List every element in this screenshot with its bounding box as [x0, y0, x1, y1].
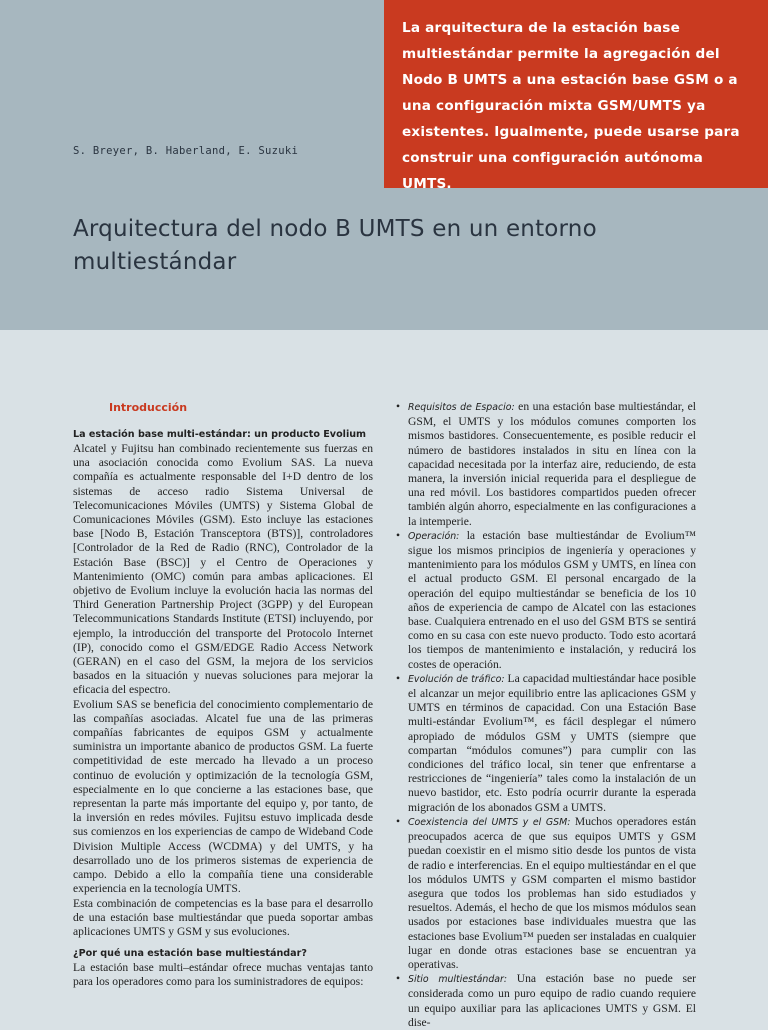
section-heading: Introducción [109, 401, 188, 414]
bullet-text: La capacidad multiestándar hace posible el alcanzar un mejor equilibrio entre las aplicaciones GSM y UMTS en términos de capacidad. Con una Estación Base multi-estándar Evolium™, es fácil desplegar el número apropiado de módulos GSM y UMTS (siempre que compartan “módulos comunes”) para cumplir con las condiciones del tráfico local, sin tener que enfrentarse a restricciones de “ingeniería” tales como la instalación de un nuevo bastidor, etc. Esto podría ocurrir durante la esperada migración de los abonados GSM a UMTS. [408, 671, 697, 814]
paragraph: Evolium SAS se beneficia del conocimiento complementario de las compañías asociadas. Alcatel fue una de las primeras compañías fabricantes de equipos GSM y actualmente suministra un importante abanico de productos GSM. La fuerte competitividad de este mercado ha llevado a un proceso continuo de evolución y optimización de la tecnología GSM, especialmente en lo que concierne a las estaciones base, que representan la parte más importante del equipo y, por tanto, de la inversión en redes móviles. Fujitsu estuvo implicada desde sus comienzos en los experiencias de campo de Wideband Code Division Multiple Access (WCDMA) y del UMTS, y ha desarrollado uno de los primeros sistemas de experiencia de campo. Debido a ello la compañía tiene una considerable experiencia en la tecnología UMTS. [73, 697, 373, 896]
bullet-item [396, 529, 696, 672]
paragraph: Esta combinación de competencias es la base para el desarrollo de una estación base multiestándar que pueda soportar ambas aplicaciones UMTS y GSM y sus evoluciones. [73, 896, 373, 938]
bullet-item [396, 672, 696, 815]
bullet-item [396, 400, 696, 529]
subheading: La estación base multi-estándar: un producto Evolium [73, 429, 367, 440]
left-column [73, 400, 373, 990]
paragraph: Alcatel y Fujitsu han combinado recientemente sus fuerzas en una asociación conocida como Evolium SAS. La nueva compañía es actualmente responsable del I+D dentro de los sistemas de acceso radio Sistema Universal de Telecomunicaciones Móviles (UMTS) y Sistema Global de Comunicaciones Móviles (GSM). Esto incluye las estaciones base [Nodo B, Estación Transceptora (BTS)], controladores [Controlador de la Red de Radio (RNC), Controlador de la Estación Base (BSC)] y el Centro de Operaciones y Mantenimiento (OMC) común para ambas aplicaciones. El objetivo de Evolium incluye la evolución hacia las normas del Third Generation Partnership Project (3GPP) y del European Telecommunications Standards Institute (ETSI) incluyendo, por ejemplo, la introducción del transporte del Protocolo Internet (IP), conocido como el GSM/EDGE Radio Access Network (GERAN) en el caso del GSM, la mejora de los servicios basados en la situación y nuevas soluciones para mejorar la eficacia del espectro. [73, 442, 373, 697]
bullet-marker: • [396, 814, 401, 828]
bullet-marker: • [396, 400, 401, 413]
header-band [0, 0, 768, 330]
pull-quote-box: La arquitectura de la estación base multiestándar permite la agregación del Nodo B UMTS a una estación base GSM o a una configuración mixta GSM/UMTS ya existentes. Igualmente, puede usarse para construir una configuración autónoma UMTS. [384, 0, 768, 188]
bullet-marker: • [396, 972, 401, 986]
bullet-lead: Coexistencia del UMTS y el GSM: [408, 816, 571, 828]
bullet-text: Muchos operadores están preocupados acerca de que sus equipos UMTS y GSM puedan coexistir en el mismo sitio desde los puntos de vista de radio e interferencias. En el equipo multiestándar en el que los módulos UMTS y GSM comparten el mismo bastidor asegura que todos los problemas han sido estudiados y resueltos. Además, el hecho de que los mismos módulos sean usados por estaciones base individuales muestra que las estaciones base Evolium™ pueden ser instaladas en cualquier lugar en donde otras estaciones base se encuentran ya operativas. [408, 814, 696, 971]
bullet-lead: Sitio multiestándar: [408, 974, 508, 986]
bullet-text: Una estación base no puede ser considerada como un puro equipo de radio cuando requiere un equipo auxiliar para las aplicaciones UMTS y GSM. El dise- [408, 972, 696, 1029]
bullet-marker: • [396, 671, 401, 685]
bullet-text: en una estación base multiestándar, el GSM, el UMTS y los módulos comunes comporten los mismos bastidores. Consecuentemente, es posible reducir el número de bastidores instalados in situ en línea con la capacidad necesitada por la interfaz aire, reduciendo, de esta manera, la inversión inicial requerida para el despliegue de una red móvil. Los bastidores compartidos pueden ofrecer también algún ahorro, especialmente en las configuraciones a la intemperie. [408, 400, 696, 528]
bullet-text: la estación base multiestándar de Evolium™ sigue los mismos principios de ingeniería y operaciones y mantenimiento para los módulos GSM y UMTS, en línea con el actual producto GSM. El personal encargado de la operación del equipo multiestándar se beneficia de los 10 años de experiencia de campo de Alcatel con las estaciones base. Cualquiera entrenado en el uso del GSM BTS se sentirá como en su casa con este nuevo producto. Todo esto acortará los tiempos de mantenimiento e instalación, y reducirá los costes de operación. [408, 528, 696, 671]
article-title: Arquitectura del nodo B UMTS en un entorno multiestándar [73, 216, 597, 275]
bullet-lead: Evolución de tráfico: [408, 673, 505, 685]
subheading: ¿Por qué una estación base multiestándar? [73, 948, 307, 960]
bullet-lead: Operación: [408, 530, 460, 542]
bullet-item [396, 815, 696, 972]
bullet-marker: • [396, 528, 401, 542]
authors-line: S. Breyer, B. Haberland, E. Suzuki [73, 145, 299, 157]
paragraph: La estación base multi–estándar ofrece muchas ventajas tanto para los operadores como para los suministradores de equipos: [73, 961, 373, 989]
bullet-lead: Requisitos de Espacio: [408, 402, 515, 413]
bullet-item [396, 972, 696, 1030]
right-column [396, 400, 696, 1030]
